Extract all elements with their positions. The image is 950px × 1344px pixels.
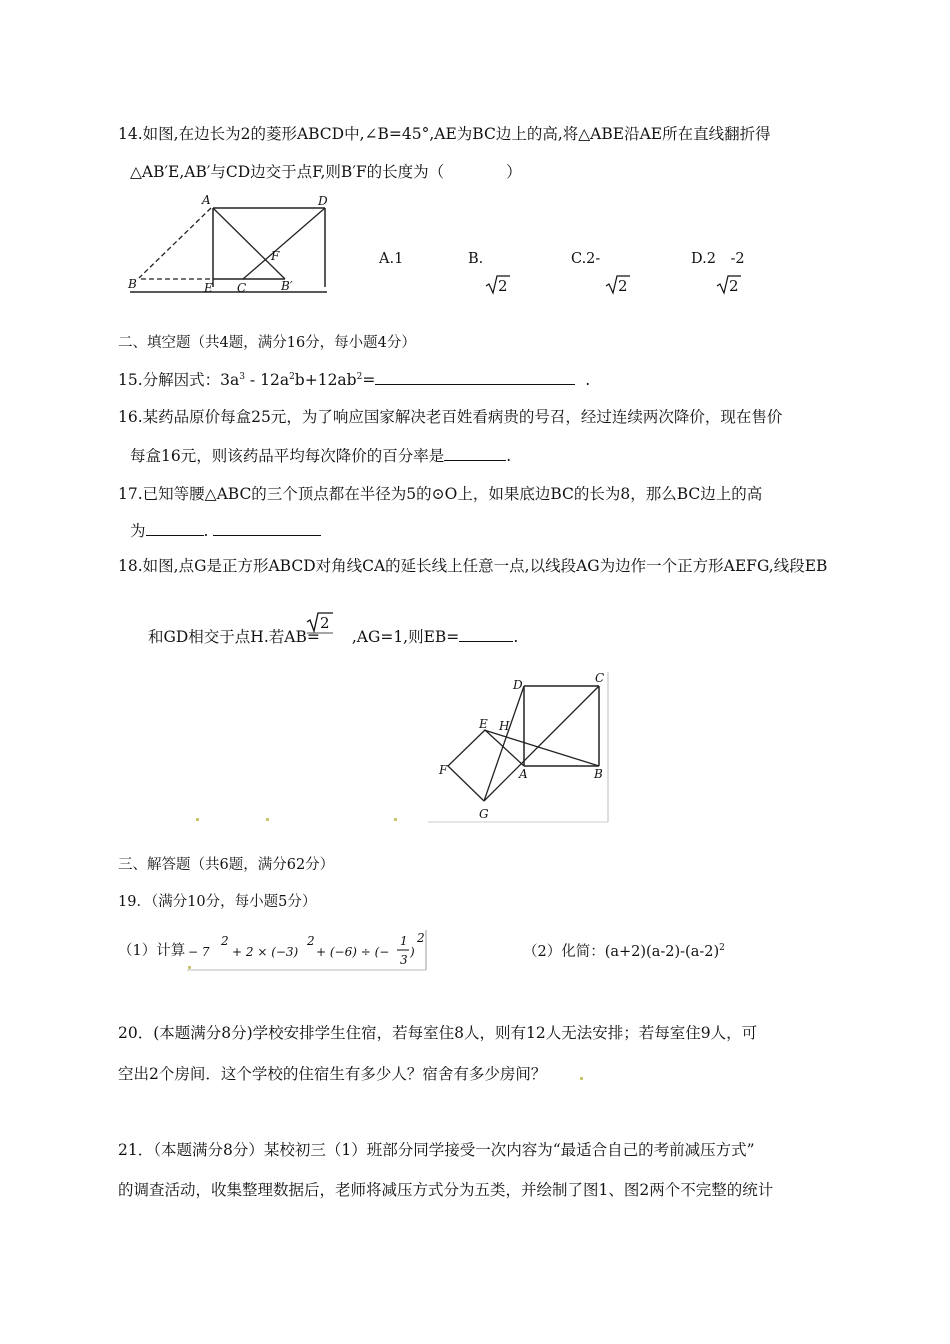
svg-text:+ (−6) ÷ (−: + (−6) ÷ (− — [316, 945, 390, 959]
q14-rhombus-figure — [125, 192, 335, 300]
q18-answer-blank[interactable] — [459, 627, 513, 642]
q15-text: 15.分解因式：$3a^3 - 12a^2b+12ab^2=$ . — [118, 371, 591, 389]
scan-speck — [196, 818, 199, 821]
q18-label-d: D — [513, 678, 523, 692]
q14-label-f: F — [271, 249, 280, 263]
q19-header: 19．（满分10分，每小题5分） — [118, 894, 317, 910]
q18-label-b: B — [594, 767, 603, 781]
q15-answer-blank[interactable] — [375, 370, 575, 385]
q18-label-f: F — [439, 763, 448, 777]
svg-text:2: 2 — [417, 931, 425, 945]
svg-text:2: 2 — [729, 277, 739, 295]
q14-label-c: C — [237, 281, 247, 295]
scan-speck — [188, 966, 191, 969]
q14-choice-b-radical — [485, 274, 511, 296]
q14-choice-b: B. — [468, 251, 484, 267]
q21-text-line1: 21．（本题满分8分）某校初三（1）班部分同学接受一次内容为“最适合自己的考前减压方式” — [118, 1141, 755, 1159]
scan-speck — [266, 818, 269, 821]
q14-choice-a: A.1 — [379, 251, 404, 267]
q19-part1-formula — [186, 928, 428, 972]
q14-choice-d-radical — [716, 274, 742, 296]
q18-label-e: E — [479, 717, 488, 731]
q20-text-line2: 空出2个房间．这个学校的住宿生有多少人？宿舍有多少房间？ — [118, 1065, 547, 1083]
q14-text-line2: △AB′E,AB′与CD边交于点F,则B′F的长度为（ ） — [130, 163, 522, 181]
q17-text-line2: 为 . — [130, 521, 321, 541]
section2-title: 二、填空题（共4题，满分16分，每小题4分） — [118, 335, 416, 351]
q14-label-a: A — [202, 193, 211, 207]
q16-text-line2: 每盒16元，则该药品平均每次降价的百分率是 . — [130, 447, 512, 465]
q14-choice-c-radical — [605, 274, 631, 296]
section3-title: 三、解答题（共6题，满分62分） — [118, 857, 335, 873]
q16-text-line1: 16.某药品原价每盒25元，为了响应国家解决老百姓看病贵的号召，经过连续两次降价，现在售价 — [118, 408, 783, 426]
q17-answer-blank-2[interactable] — [213, 521, 321, 536]
q14-label-d: D — [318, 194, 328, 208]
svg-text:2: 2 — [498, 277, 508, 295]
q14-text-line1: 14.如图,在边长为2的菱形ABCD中,∠B=45°,AE为BC边上的高,将△ABE沿AE所在直线翻折得 — [118, 125, 771, 143]
svg-text:): ) — [410, 945, 415, 959]
q20-text-line1: 20．(本题满分8分)学校安排学生住宿，若每室住8人，则有12人无法安排；若每室住9人，可 — [118, 1024, 758, 1042]
scan-speck — [394, 818, 397, 821]
q14-choice-d: D.2 -2 — [691, 251, 745, 267]
svg-text:+ 2 × (−3): + 2 × (−3) — [232, 945, 299, 959]
q18-label-h: H — [499, 719, 510, 733]
q18-text-line2: 和GD相交于点H.若AB= ,AG=1,则EB= . — [148, 628, 519, 646]
q21-text-line2: 的调查活动，收集整理数据后，老师将减压方式分为五类，并绘制了图1、图2两个不完整的统计 — [118, 1181, 774, 1199]
svg-text:3: 3 — [400, 953, 408, 967]
q18-text-line1: 18.如图,点G是正方形ABCD对角线CA的延长线上任意一点,以线段AG为边作一个正方形AEFG,线段EB — [118, 557, 828, 575]
q18-label-c: C — [595, 671, 605, 685]
svg-text:2: 2 — [221, 934, 229, 948]
q14-label-bprime: B′ — [281, 279, 293, 293]
q18-ab-radical — [305, 610, 335, 634]
q14-label-e: E — [204, 281, 213, 295]
q18-square-figure — [428, 668, 612, 826]
q14-label-b: B — [128, 277, 137, 291]
q14-choice-c: C.2- — [571, 251, 601, 267]
q16-answer-blank[interactable] — [444, 446, 506, 461]
q18-label-g: G — [479, 807, 489, 821]
q19-part1-label: （1）计算 — [118, 943, 186, 959]
svg-text:2: 2 — [618, 277, 628, 295]
q18-label-a: A — [519, 767, 528, 781]
svg-text:− 7: − 7 — [188, 945, 210, 959]
svg-text:2: 2 — [320, 614, 330, 632]
q17-text-line1: 17.已知等腰△ABC的三个顶点都在半径为5的⊙O上，如果底边BC的长为8，那么BC边上的高 — [118, 485, 763, 503]
scan-speck — [580, 1077, 583, 1080]
svg-text:1: 1 — [400, 934, 408, 948]
svg-text:2: 2 — [307, 934, 315, 948]
q17-answer-blank[interactable] — [146, 521, 204, 536]
q19-part2: （2）化简：$(a+2)(a-2)-(a-2)^2$ — [523, 943, 725, 960]
